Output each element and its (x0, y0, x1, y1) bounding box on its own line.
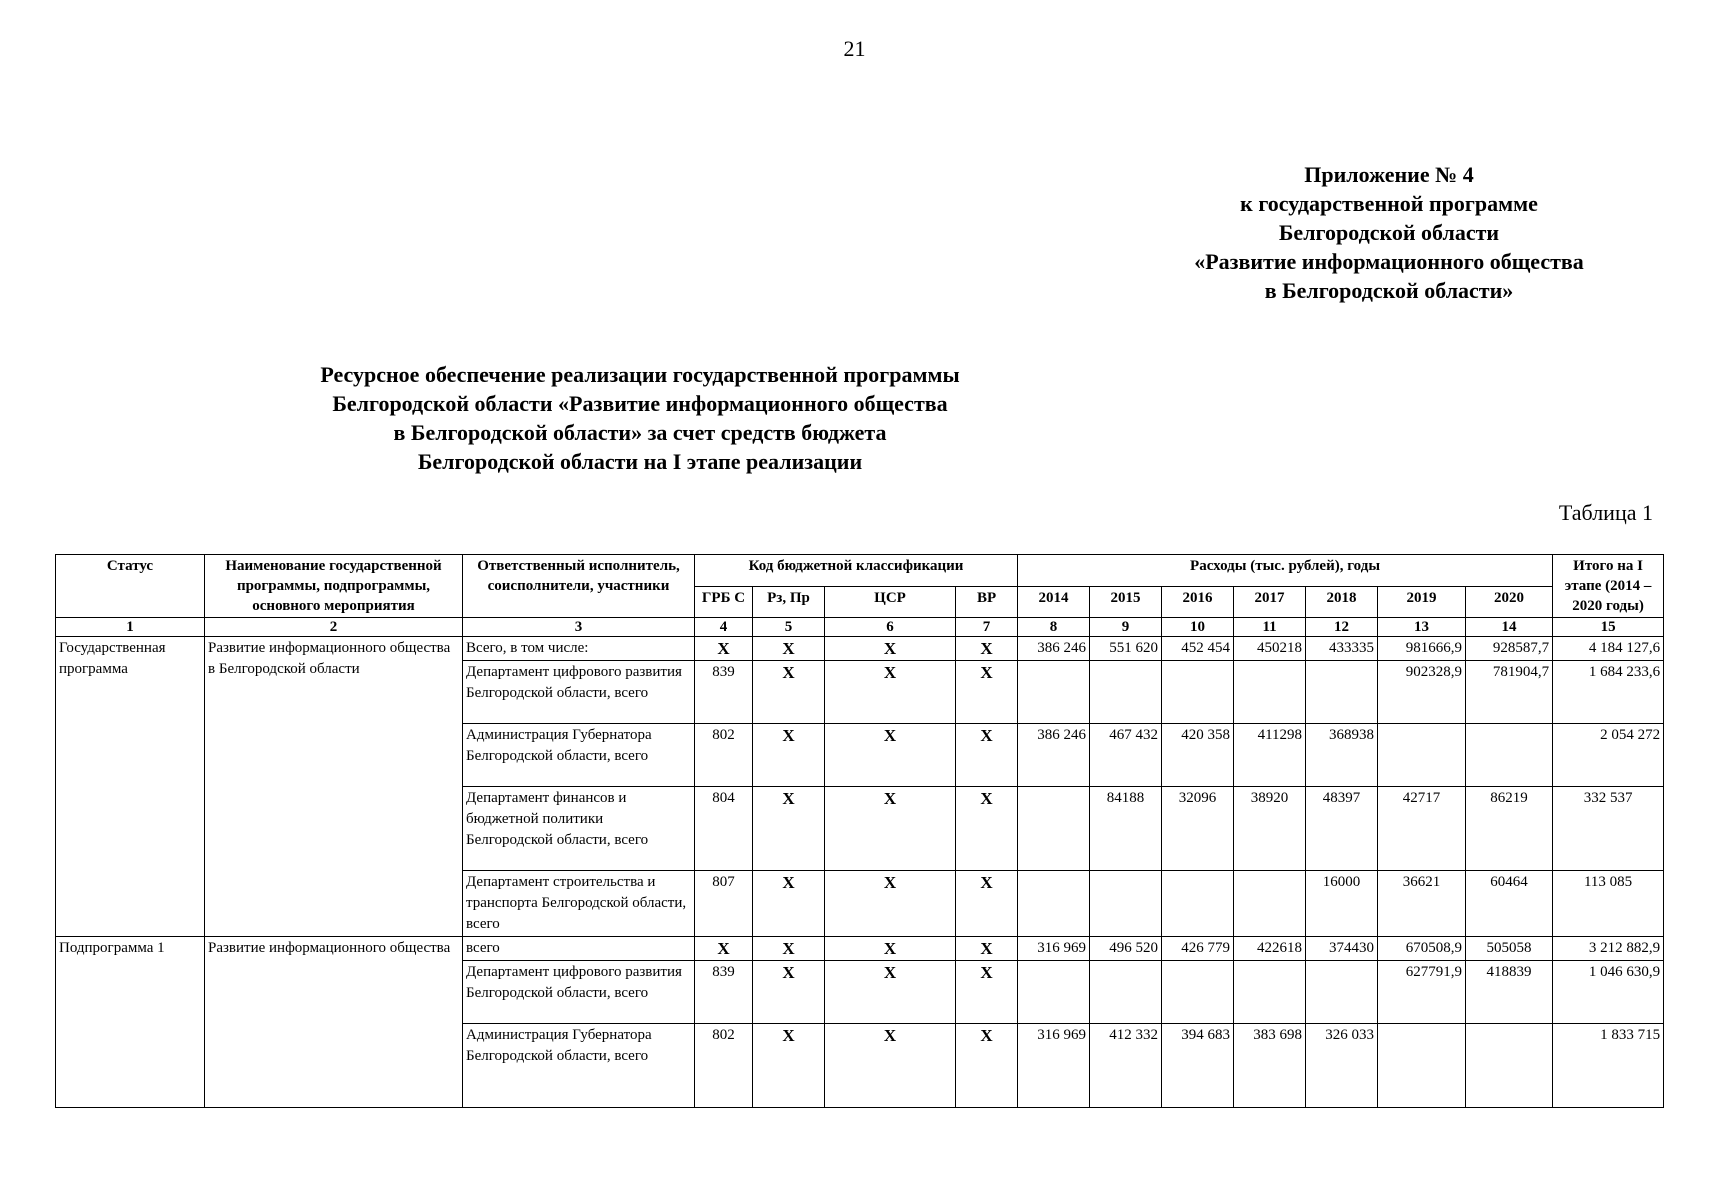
value-cell (1018, 871, 1090, 937)
value-cell: 412 332 (1090, 1024, 1162, 1108)
status-cell: Государственная программа (56, 637, 205, 937)
csr-cell: X (825, 937, 956, 961)
column-number: 6 (825, 618, 956, 637)
value-cell (1378, 724, 1466, 787)
value-cell (1234, 661, 1306, 724)
column-number: 9 (1090, 618, 1162, 637)
title-line: в Белгородской области» за счет средств бюджета (393, 420, 887, 445)
column-number: 5 (753, 618, 825, 637)
value-cell: 505058 (1466, 937, 1553, 961)
total-cell: 1 046 630,9 (1553, 961, 1664, 1024)
csr-cell: X (825, 724, 956, 787)
value-cell: 420 358 (1162, 724, 1234, 787)
value-cell (1378, 1024, 1466, 1108)
value-cell (1090, 961, 1162, 1024)
value-cell: 36621 (1378, 871, 1466, 937)
total-cell: 2 054 272 (1553, 724, 1664, 787)
status-cell: Подпрограмма 1 (56, 937, 205, 1108)
header-year: 2014 (1018, 586, 1090, 618)
value-cell: 496 520 (1090, 937, 1162, 961)
value-cell (1234, 961, 1306, 1024)
column-number: 14 (1466, 618, 1553, 637)
vr-cell: X (956, 661, 1018, 724)
document-title (0, 360, 1280, 476)
grbs-cell: X (695, 637, 753, 661)
total-cell: 3 212 882,9 (1553, 937, 1664, 961)
page-number: 21 (843, 36, 866, 61)
vr-cell: X (956, 724, 1018, 787)
header-status: Статус (56, 555, 205, 618)
value-cell: 60464 (1466, 871, 1553, 937)
csr-cell: X (825, 661, 956, 724)
header-year: 2020 (1466, 586, 1553, 618)
value-cell: 928587,7 (1466, 637, 1553, 661)
value-cell (1090, 661, 1162, 724)
column-number: 15 (1553, 618, 1664, 637)
executor-cell: всего (463, 937, 695, 961)
header-row (56, 555, 1664, 587)
table-row (56, 937, 1664, 961)
appendix-line: Белгородской области (1278, 220, 1500, 245)
value-cell: 84188 (1090, 787, 1162, 871)
rz-pr-cell: X (753, 637, 825, 661)
value-cell: 38920 (1234, 787, 1306, 871)
table-label: Таблица 1 (1558, 500, 1653, 525)
value-cell: 326 033 (1306, 1024, 1378, 1108)
value-cell: 386 246 (1018, 637, 1090, 661)
table-row (56, 637, 1664, 661)
value-cell: 383 698 (1234, 1024, 1306, 1108)
value-cell (1162, 661, 1234, 724)
value-cell (1306, 661, 1378, 724)
column-number: 8 (1018, 618, 1090, 637)
rz-pr-cell: X (753, 724, 825, 787)
value-cell: 467 432 (1090, 724, 1162, 787)
column-number: 2 (205, 618, 463, 637)
value-cell (1090, 871, 1162, 937)
appendix-line: «Развитие информационного общества (1194, 249, 1584, 274)
column-number: 1 (56, 618, 205, 637)
value-cell (1466, 1024, 1553, 1108)
value-cell: 902328,9 (1378, 661, 1466, 724)
vr-cell: X (956, 637, 1018, 661)
value-cell (1162, 961, 1234, 1024)
grbs-cell: 839 (695, 661, 753, 724)
value-cell: 374430 (1306, 937, 1378, 961)
total-cell: 1 684 233,6 (1553, 661, 1664, 724)
rz-pr-cell: X (753, 787, 825, 871)
rz-pr-cell: X (753, 661, 825, 724)
value-cell (1466, 724, 1553, 787)
value-cell: 48397 (1306, 787, 1378, 871)
executor-cell: Департамент цифрового развития Белгородской области, всего (463, 661, 695, 724)
appendix-line: в Белгородской области» (1264, 278, 1514, 303)
vr-cell: X (956, 937, 1018, 961)
grbs-cell: X (695, 937, 753, 961)
header-year: 2019 (1378, 586, 1466, 618)
column-number: 3 (463, 618, 695, 637)
grbs-cell: 802 (695, 724, 753, 787)
value-cell (1018, 661, 1090, 724)
value-cell: 551 620 (1090, 637, 1162, 661)
vr-cell: X (956, 1024, 1018, 1108)
name-cell: Развитие информационного общества в Белгородской области (205, 637, 463, 937)
total-cell: 4 184 127,6 (1553, 637, 1664, 661)
value-cell (1234, 871, 1306, 937)
value-cell: 981666,9 (1378, 637, 1466, 661)
value-cell: 386 246 (1018, 724, 1090, 787)
value-cell: 450218 (1234, 637, 1306, 661)
title-line: Белгородской области на I этапе реализации (417, 449, 863, 474)
vr-cell: X (956, 871, 1018, 937)
grbs-cell: 839 (695, 961, 753, 1024)
executor-cell: Департамент строительства и транспорта Белгородской области, всего (463, 871, 695, 937)
grbs-cell: 804 (695, 787, 753, 871)
csr-cell: X (825, 637, 956, 661)
value-cell: 394 683 (1162, 1024, 1234, 1108)
total-cell: 1 833 715 (1553, 1024, 1664, 1108)
csr-cell: X (825, 1024, 956, 1108)
executor-cell: Администрация Губернатора Белгородской области, всего (463, 1024, 695, 1108)
header-csr: ЦСР (825, 586, 956, 618)
total-cell: 332 537 (1553, 787, 1664, 871)
header-budget-code: Код бюджетной классификации (695, 555, 1018, 587)
header-grbs: ГРБ С (695, 586, 753, 618)
appendix-line: Приложение № 4 (1304, 162, 1474, 187)
header-year: 2018 (1306, 586, 1378, 618)
value-cell: 452 454 (1162, 637, 1234, 661)
value-cell: 433335 (1306, 637, 1378, 661)
total-cell: 113 085 (1553, 871, 1664, 937)
title-line: Ресурсное обеспечение реализации государственной программы (320, 362, 960, 387)
value-cell: 627791,9 (1378, 961, 1466, 1024)
value-cell (1162, 871, 1234, 937)
grbs-cell: 807 (695, 871, 753, 937)
executor-cell: Администрация Губернатора Белгородской области, всего (463, 724, 695, 787)
value-cell: 316 969 (1018, 1024, 1090, 1108)
grbs-cell: 802 (695, 1024, 753, 1108)
header-year: 2016 (1162, 586, 1234, 618)
column-number: 13 (1378, 618, 1466, 637)
column-number: 4 (695, 618, 753, 637)
table-header (56, 555, 1664, 637)
vr-cell: X (956, 787, 1018, 871)
value-cell: 426 779 (1162, 937, 1234, 961)
header-vr: ВР (956, 586, 1018, 618)
column-number: 11 (1234, 618, 1306, 637)
csr-cell: X (825, 871, 956, 937)
appendix-line: к государственной программе (1240, 191, 1538, 216)
executor-cell: Департамент финансов и бюджетной политики Белгородской области, всего (463, 787, 695, 871)
column-number: 7 (956, 618, 1018, 637)
value-cell: 316 969 (1018, 937, 1090, 961)
value-cell: 368938 (1306, 724, 1378, 787)
value-cell: 411298 (1234, 724, 1306, 787)
vr-cell: X (956, 961, 1018, 1024)
header-expenses: Расходы (тыс. рублей), годы (1018, 555, 1553, 587)
value-cell: 32096 (1162, 787, 1234, 871)
column-number: 10 (1162, 618, 1234, 637)
header-executor: Ответственный исполнитель, соисполнители, участники (463, 555, 695, 618)
value-cell: 418839 (1466, 961, 1553, 1024)
name-cell: Развитие информационного общества (205, 937, 463, 1108)
value-cell (1018, 961, 1090, 1024)
header-rz-pr: Рз, Пр (753, 586, 825, 618)
title-line: Белгородской области «Развитие информационного общества (332, 391, 948, 416)
value-cell: 86219 (1466, 787, 1553, 871)
table-body (56, 637, 1664, 1108)
header-name: Наименование государственной программы, подпрограммы, основного мероприятия (205, 555, 463, 618)
value-cell: 670508,9 (1378, 937, 1466, 961)
value-cell (1018, 787, 1090, 871)
column-number-row (56, 618, 1664, 637)
value-cell (1306, 961, 1378, 1024)
csr-cell: X (825, 787, 956, 871)
header-year: 2015 (1090, 586, 1162, 618)
resource-table (55, 554, 1664, 1108)
csr-cell: X (825, 961, 956, 1024)
executor-cell: Всего, в том числе: (463, 637, 695, 661)
rz-pr-cell: X (753, 871, 825, 937)
value-cell: 16000 (1306, 871, 1378, 937)
value-cell: 42717 (1378, 787, 1466, 871)
header-total: Итого на I этапе (2014 – 2020 годы) (1553, 555, 1664, 618)
rz-pr-cell: X (753, 1024, 825, 1108)
rz-pr-cell: X (753, 961, 825, 1024)
executor-cell: Департамент цифрового развития Белгородской области, всего (463, 961, 695, 1024)
value-cell: 781904,7 (1466, 661, 1553, 724)
appendix-header (1129, 160, 1649, 305)
column-number: 12 (1306, 618, 1378, 637)
value-cell: 422618 (1234, 937, 1306, 961)
rz-pr-cell: X (753, 937, 825, 961)
header-year: 2017 (1234, 586, 1306, 618)
